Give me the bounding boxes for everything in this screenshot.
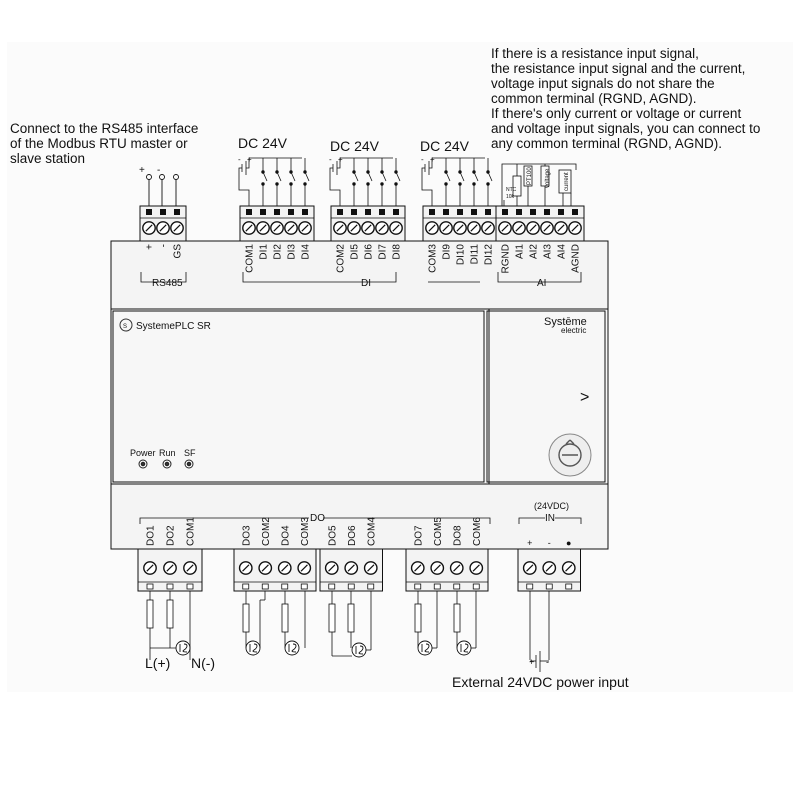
terminal-block-rs485 (140, 206, 186, 241)
terminal-label-di_group1: DI3 (286, 244, 298, 260)
svg-text:+: + (338, 155, 343, 164)
di-supply-label-2: DC 24V (330, 138, 380, 154)
terminal-label-di_group1: DI4 (300, 244, 312, 260)
terminal-label-power: + (527, 538, 533, 548)
resistance-note-line: and voltage input signals, you can connect to (491, 121, 761, 136)
load-coil-icon (418, 641, 432, 655)
resistance-note-line: If there is a resistance input signal, (491, 46, 699, 61)
rs485-note-line: slave station (10, 151, 86, 166)
resistance-note-line: If there's only current or voltage or current (491, 106, 742, 121)
resistance-note-line: the resistance input signal and the current, (491, 61, 746, 76)
fuse-symbol (415, 604, 421, 632)
led-label-power: Power (130, 448, 156, 458)
terminal-label-di_group1: DI1 (258, 244, 270, 260)
rs485-wire-minus: - (157, 165, 161, 176)
terminal-block-ai (496, 206, 584, 241)
terminal-label-power: ● (566, 538, 572, 548)
terminal-block-di_group1 (240, 206, 314, 241)
terminal-label-di_group2: DI5 (349, 244, 361, 260)
terminal-label-ai: AI3 (542, 244, 554, 260)
terminal-label-do_group3: COM4 (366, 517, 378, 546)
terminal-label-do_group2: COM2 (260, 517, 272, 546)
terminal-label-do_group2: COM3 (299, 517, 311, 546)
terminal-block-di_group2 (331, 206, 405, 241)
in-sub-label: (24VDC) (534, 501, 570, 511)
terminal-label-ai: AI2 (528, 244, 540, 260)
terminal-label-di_group2: DI6 (363, 244, 375, 260)
load-coil-icon (176, 641, 190, 655)
logo-line-2: electric (561, 326, 587, 335)
terminal-label-di_group2: COM2 (335, 244, 347, 273)
terminal-label-rs485: - (158, 244, 170, 248)
terminal-label-di_group1: DI2 (272, 244, 284, 260)
svg-text:-: - (421, 155, 424, 164)
brand-name: SystemePLC (136, 321, 195, 332)
fuse-symbol (348, 604, 354, 632)
terminal-label-di_group2: DI7 (377, 244, 389, 260)
external-power-note: External 24VDC power input (452, 674, 629, 690)
terminal-label-do_group1: DO2 (165, 525, 177, 546)
resistance-note-line: voltage input signals do not share the (491, 76, 715, 91)
terminal-label-ai: RGND (500, 244, 512, 274)
resistance-note-line: any common terminal (RGND, AGND). (491, 136, 723, 151)
terminal-label-di_group2: DI8 (391, 244, 403, 260)
terminal-label-do_group2: DO3 (241, 525, 253, 546)
svg-text:+: + (247, 155, 252, 164)
in-group-label: IN (545, 513, 555, 524)
svg-text:+: + (430, 155, 435, 164)
model-name: SR (197, 321, 211, 332)
ac-label-l: L(+) (145, 655, 171, 671)
load-coil-icon (352, 643, 366, 657)
power-sign-minus: - (546, 657, 549, 667)
terminal-label-do_group1: DO1 (145, 525, 157, 546)
terminal-label-ai: AGND (570, 244, 582, 273)
led-label-sf: SF (184, 448, 196, 458)
voltage-label: voltage (545, 168, 551, 188)
load-coil-icon (246, 641, 260, 655)
ntc-label: NTC (506, 187, 517, 193)
terminal-label-do_group4: DO7 (413, 525, 425, 546)
pt100-label: PT100 (527, 167, 533, 185)
e-button[interactable] (549, 434, 591, 476)
terminal-block-do_group4 (406, 549, 488, 591)
fuse-symbol (454, 604, 460, 632)
terminal-label-ai: AI4 (556, 244, 568, 260)
rs485-note-line: of the Modbus RTU master or (10, 136, 188, 151)
terminal-label-ai: AI1 (514, 244, 526, 260)
terminal-label-do_group3: DO5 (327, 525, 339, 546)
current-label: current (564, 172, 570, 191)
terminal-label-rs485: + (144, 244, 156, 250)
terminal-label-do_group3: DO6 (346, 525, 358, 546)
rs485-group-label: RS485 (152, 278, 183, 289)
terminal-label-di_group3: COM3 (427, 244, 439, 273)
terminal-label-do_group4: DO8 (452, 525, 464, 546)
terminal-block-power (518, 549, 581, 591)
terminal-block-do_group3 (320, 549, 383, 591)
load-coil-icon (285, 641, 299, 655)
rs485-note (10, 121, 198, 166)
terminal-label-di_group3: DI11 (469, 244, 481, 265)
fuse-symbol (147, 600, 153, 628)
ac-label-n: N(-) (191, 655, 216, 671)
terminal-label-do_group1: COM1 (185, 517, 197, 546)
rs485-note-line: Connect to the RS485 interface (10, 121, 199, 136)
power-sign-plus: + (529, 657, 535, 667)
di-supply-label-3: DC 24V (420, 138, 470, 154)
terminal-block-do_group1 (138, 549, 202, 591)
terminal-label-di_group3: DI12 (483, 244, 495, 266)
terminal-label-do_group4: COM6 (471, 517, 483, 546)
rs485-wire-plus: + (139, 165, 145, 176)
resistance-note (491, 46, 760, 151)
fuse-symbol (243, 604, 249, 632)
terminal-label-do_group2: DO4 (280, 525, 292, 546)
fuse-symbol (167, 600, 173, 628)
ai-group-label: AI (537, 278, 547, 289)
terminal-label-rs485: GS (172, 244, 184, 259)
di-supply-label-1: DC 24V (238, 135, 288, 151)
led-label-run: Run (159, 448, 176, 458)
di-group-label: DI (361, 278, 371, 289)
chevron-icon: > (580, 389, 590, 406)
terminal-label-di_group1: COM1 (244, 244, 256, 273)
load-coil-icon (457, 641, 471, 655)
svg-text:-: - (238, 155, 241, 164)
fuse-symbol (329, 604, 335, 632)
logo-line-1: Systēme (544, 316, 587, 328)
do-group-label: DO (310, 513, 325, 524)
brand-logo-glyph: S (123, 324, 128, 330)
terminal-label-power: - (547, 538, 551, 548)
terminal-block-do_group2 (234, 549, 316, 591)
terminal-block-di_group3 (423, 206, 497, 241)
fuse-symbol (282, 604, 288, 632)
resistance-note-line: common terminal (RGND, AGND). (491, 91, 697, 106)
terminal-label-di_group3: DI10 (455, 244, 467, 266)
terminal-label-di_group3: DI9 (441, 244, 453, 260)
terminal-label-do_group4: COM5 (432, 517, 444, 546)
svg-text:-: - (329, 155, 332, 164)
ntc-value-label: 10k (506, 194, 515, 200)
